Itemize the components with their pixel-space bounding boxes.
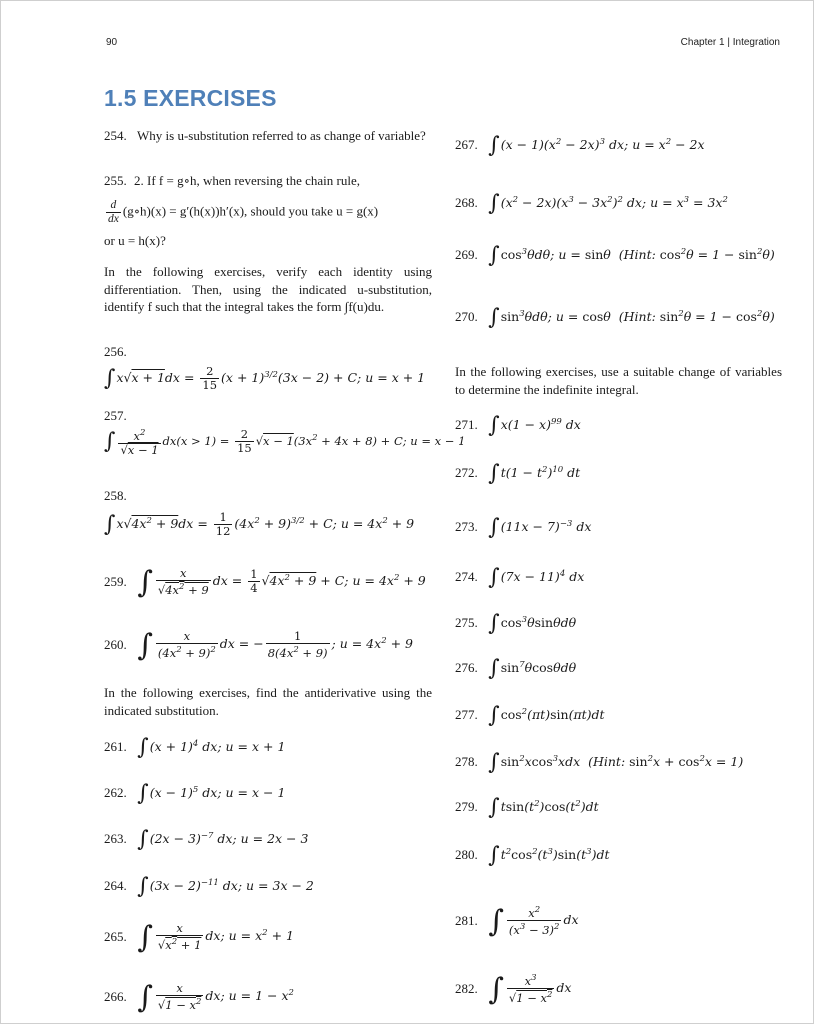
exercise-number: 278. (455, 754, 478, 770)
exercise-expression: $\int tsin(t^2)\cos(t^2)dt$ (488, 795, 599, 821)
exercise-number: 258. (104, 488, 127, 503)
exercise-text: Why is u-substitution referred to as change of variable? (137, 128, 426, 143)
exercise-254 (104, 127, 432, 145)
exercise-277 (455, 703, 605, 729)
exercise-expression: $\int\sin^2xcos^3xdx$ (Hint: $\sin^2x + \cos^2x = 1$) (488, 750, 744, 776)
exercise-expression: ∫ $\frac{x}{√x^2 + 1}$ dx; $u = x^2 + 1$ (137, 920, 294, 956)
exercise-number: 254. (104, 128, 127, 143)
exercise-280 (455, 843, 610, 869)
exercise-text-a: 2. If f = g∘h, when reversing the chain rule, (134, 173, 360, 188)
exercise-number: 280. (455, 847, 478, 863)
exercise-278 (455, 750, 744, 776)
exercise-number: 267. (455, 137, 478, 153)
exercise-number: 265. (104, 929, 127, 945)
exercise-261 (104, 735, 286, 761)
exercise-number: 256. (104, 344, 127, 359)
exercise-279 (455, 795, 599, 821)
exercise-expression: $\int(2x - 3)^{-7}$ dx; u = 2x − 3 (137, 827, 309, 853)
exercise-number: 261. (104, 739, 127, 755)
exercise-number: 263. (104, 831, 127, 847)
exercise-number: 277. (455, 707, 478, 723)
exercise-expression: $\int x(1 - x)^{99}$ dx (488, 413, 581, 439)
exercise-276 (455, 656, 577, 682)
chapter-header: Chapter 1 | Integration (680, 37, 780, 48)
exercise-number: 262. (104, 785, 127, 801)
exercise-258 (104, 488, 414, 538)
instruction-text: In the following exercises, use a suitable change of variables to determine the indefinite integral. (455, 364, 782, 397)
exercise-expression: ∫ $\frac{x^2}{(x^3 - 3)^2}$ dx (488, 903, 579, 939)
exercise-number: 268. (455, 195, 478, 211)
exercise-271 (455, 413, 581, 439)
exercise-text-b: (g∘h)(x) = g′(h(x))h′(x), should you take u = g(x) (122, 202, 379, 218)
exercise-expression: $\int(x + 1)^4$ dx; u = x + 1 (137, 735, 286, 761)
exercise-expression: ∫ $\frac{x^3}{√1 - x^2}$ dx (488, 971, 572, 1007)
exercise-expression: ∫ $\frac{x}{(4x^2 + 9)^2}$ dx = − $\frac{1}{8(4x^2 + 9)}$ ; $u = 4x^2 + 9$ (137, 628, 413, 664)
exercise-expression: ∫ $\frac{x}{√4x^2 + 9}$ dx = $\frac{1}{4}$ $√4x^2 + 9 + C$; $u = 4x^2 + 9$ (137, 565, 426, 601)
exercise-266 (104, 980, 294, 1016)
exercise-number: 270. (455, 309, 478, 325)
exercise-expression: $\int(x - 1)^5$ dx; u = x − 1 (137, 781, 286, 807)
exercise-expression: $\int\sin^7\theta\cos\theta d\theta$ (488, 656, 577, 682)
exercise-number: 259. (104, 574, 127, 590)
exercise-number: 257. (104, 408, 127, 423)
instruction-antiderivative (104, 684, 432, 719)
exercise-number: 269. (455, 247, 478, 263)
exercise-expression: $\int\cos^3\theta\sin\theta d\theta$ (488, 611, 577, 637)
exercise-expression: $\int(x^2 - 2x)(x^3 - 3x^2)^2$ dx; $u = x^3 = 3x^2$ (488, 191, 728, 217)
exercise-expression: $\int\cos^2(\pi t)\sin(\pi t)dt$ (488, 703, 605, 729)
exercise-expression: $\int t(1 - t^2)^{10}$ dt (488, 461, 581, 487)
instruction-text: In the following exercises, verify each identity using differentiation. Then, using the indicated u-substitution, identify f such that the integral takes the form ∫f(u)du. (104, 264, 432, 314)
exercise-number: 255. (104, 173, 127, 188)
exercise-269 (455, 243, 775, 269)
exercise-267 (455, 133, 705, 159)
exercise-265 (104, 920, 294, 956)
exercise-number: 266. (104, 989, 127, 1005)
exercise-270 (455, 305, 775, 331)
exercise-268 (455, 191, 728, 217)
exercise-256 (104, 344, 425, 392)
exercise-number: 274. (455, 569, 478, 585)
exercise-257 (104, 408, 465, 457)
page-number: 90 (106, 37, 118, 48)
exercise-259 (104, 565, 426, 601)
exercise-262 (104, 781, 286, 807)
exercise-expression: $\int t^2\cos^2(t^3)\sin(t^3)dt$ (488, 843, 610, 869)
exercise-number: 272. (455, 465, 478, 481)
exercise-260 (104, 628, 413, 664)
exercise-272 (455, 461, 581, 487)
exercise-number: 275. (455, 615, 478, 631)
instruction-verify (104, 263, 432, 316)
exercise-expression: ∫ $\frac{x}{√1 - x^2}$ dx; $u = 1 - x^2$ (137, 980, 294, 1016)
exercise-number: 279. (455, 799, 478, 815)
exercise-expression: ∫x√x + 1dx = $\frac{2}{15}$ $(x + 1)^{3/2}(3x - 2) + C$; u = x + 1 (104, 364, 426, 392)
exercise-number: 276. (455, 660, 478, 676)
exercise-274 (455, 565, 585, 591)
instruction-change-of-variables (455, 363, 782, 398)
exercise-number: 281. (455, 912, 478, 928)
exercise-expression: $\int x√4x^2 + 9dx$ = $\frac{1}{12}$ $(4x^2 + 9)^{3/2} + C$; $u = 4x^2 + 9$ (104, 510, 415, 538)
exercise-282 (455, 972, 571, 1005)
exercise-number: 273. (455, 519, 478, 535)
exercise-number: 264. (104, 878, 127, 894)
exercise-number: 260. (104, 637, 127, 653)
exercise-275 (455, 611, 577, 637)
exercise-expression: $\int(x - 1)(x^2 - 2x)^3$ dx; $u = x^2 - 2x$ (488, 133, 705, 159)
exercise-263 (104, 827, 309, 853)
exercise-273 (455, 515, 592, 541)
exercise-264 (104, 874, 314, 900)
exercise-255: 255. 2. If f = g∘h, when reversing the chain rule, $\frac{d}{dx}$ (g∘h)(x) = g′(h(x))h′(x), should you take u = g(x) or u = h(x)? (104, 172, 432, 249)
exercise-expression: $\int(7x - 11)^4$ dx (488, 565, 585, 591)
exercise-number: 271. (455, 417, 478, 433)
section-title: 1.5 EXERCISES (104, 85, 277, 111)
exercise-expression: $\int\sin^3\theta d\theta$; u = cosθ (Hint: $\sin^2\theta = 1 - \cos^2\theta$) (488, 305, 775, 331)
exercise-text-c: or u = h(x)? (104, 232, 166, 248)
exercise-expression: $\int(11x - 7)^{-3}$ dx (488, 515, 592, 541)
exercise-expression: ∫ $\frac{x^2}{√x - 1}$ dx(x > 1) = $\frac{2}{15}$ $√x - 1(3x^2 + 4x + 8) + C$; u = x − 1 (104, 427, 466, 457)
exercise-expression: $\int\cos^3\theta d\theta$; u = sinθ (Hint: $\cos^2\theta = 1 - \sin^2\theta$) (488, 243, 775, 269)
exercise-expression: $\int(3x - 2)^{-11}$ dx; u = 3x − 2 (137, 874, 314, 900)
exercise-281 (455, 904, 579, 937)
exercise-number: 282. (455, 980, 478, 996)
instruction-text: In the following exercises, find the antiderivative using the indicated substitution. (104, 685, 432, 718)
